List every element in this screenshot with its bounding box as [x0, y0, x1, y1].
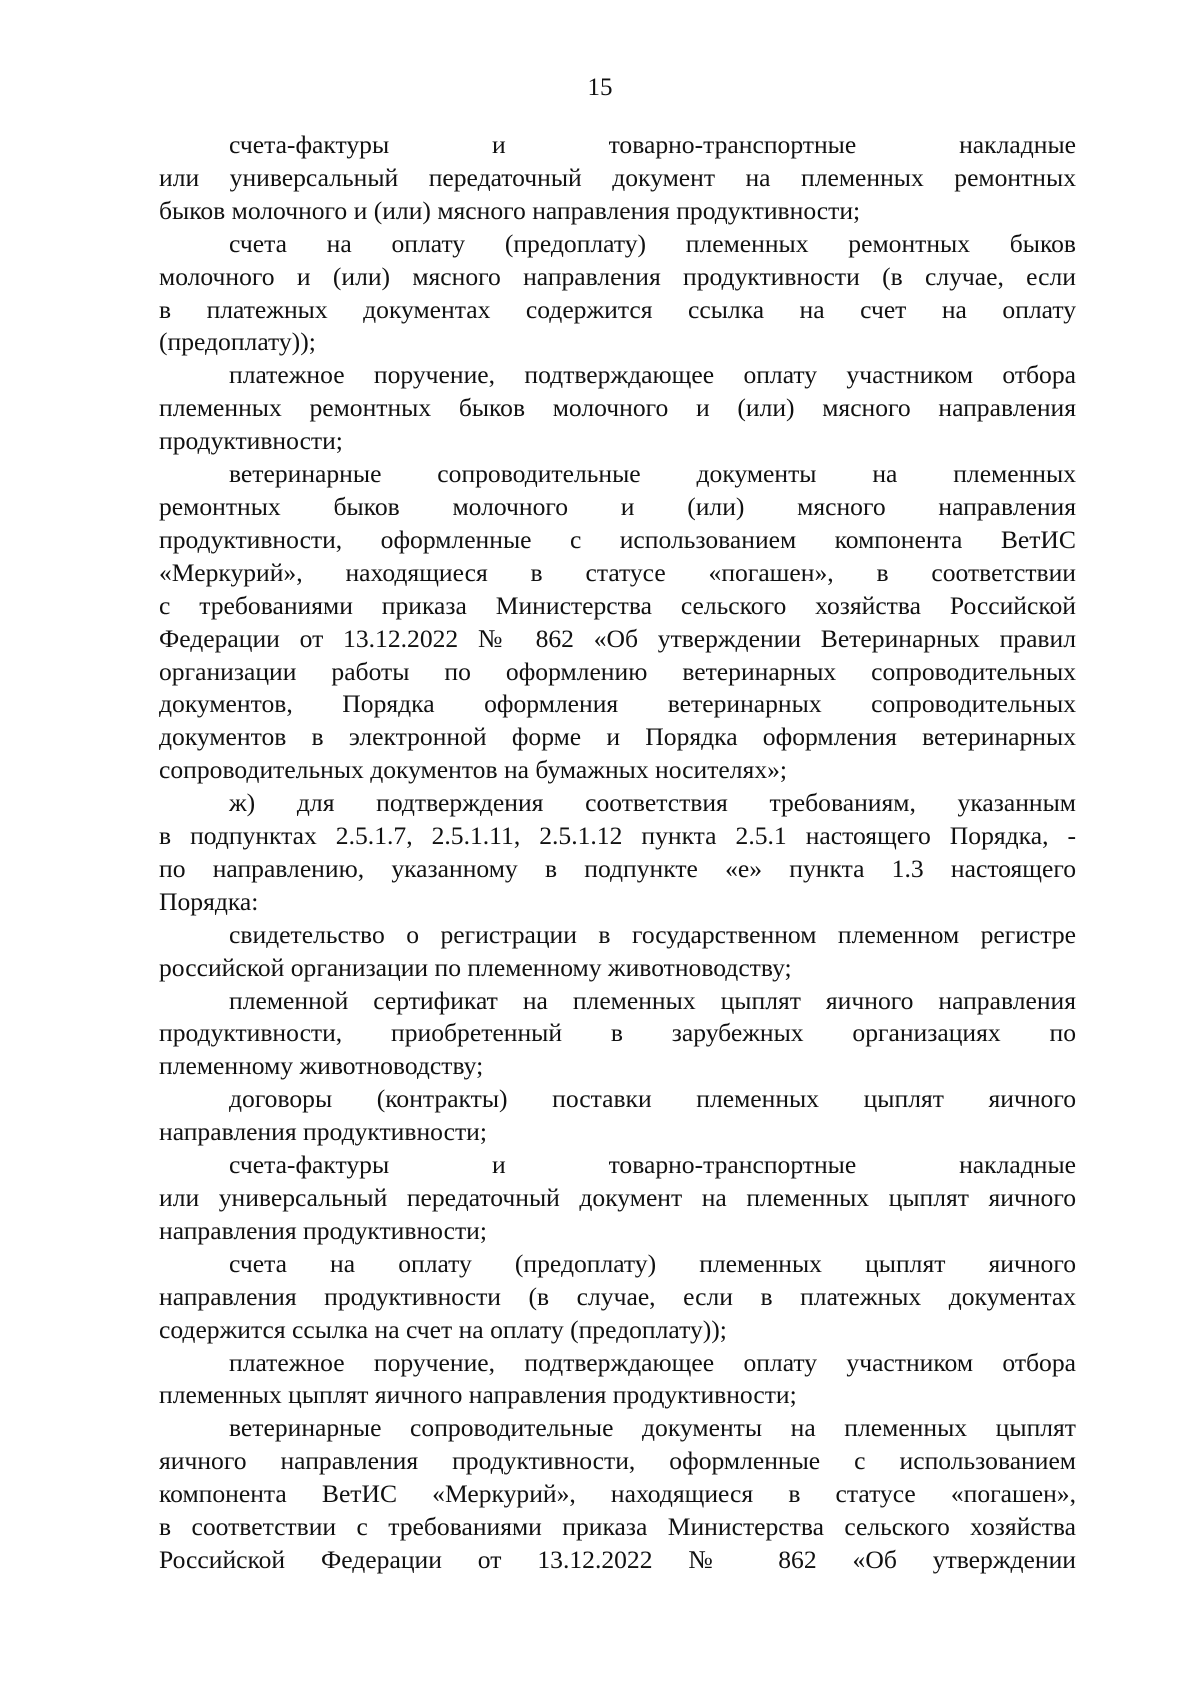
text-line: направления продуктивности;: [159, 1215, 487, 1245]
text-line: ветеринарные сопроводительные документы на племенных: [229, 459, 1076, 489]
text-line: по направлению, указанному в подпункте «е» пункта 1.3 настоящего: [159, 853, 1076, 883]
text-line: Российской Федерации от 13.12.2022 № 862 «Об утверждении: [159, 1544, 1076, 1574]
text-line: документов, Порядка оформления ветеринарных сопроводительных: [159, 689, 1076, 719]
text-line: или универсальный передаточный документ на племенных цыплят яичного: [159, 1183, 1076, 1212]
text-line: племенных цыплят яичного направления продуктивности;: [159, 1380, 797, 1410]
paragraph: [159, 919, 1076, 985]
paragraph: [159, 1149, 1076, 1248]
text-line: яичного направления продуктивности, оформленные с использованием: [159, 1446, 1076, 1476]
text-line: направления продуктивности (в случае, если в платежных документах: [159, 1281, 1076, 1311]
text-line: счета-фактуры и товарно-транспортные накладные: [229, 130, 1076, 159]
text-line: молочного и (или) мясного направления продуктивности (в случае, если: [159, 261, 1076, 291]
text-line: платежное поручение, подтверждающее оплату участником отбора: [229, 1347, 1076, 1377]
paragraph: [159, 985, 1076, 1084]
text-line: племенной сертификат на племенных цыплят яичного направления: [229, 985, 1076, 1015]
paragraph: [159, 129, 1076, 228]
text-line: продуктивности, оформленные с использованием компонента ВетИС: [159, 524, 1076, 554]
page-number: 15: [587, 74, 613, 101]
document-body: [159, 129, 1076, 1577]
text-line: племенному животноводству;: [159, 1051, 484, 1081]
text-line: счета на оплату (предоплату) племенных цыплят яичного: [229, 1248, 1076, 1278]
text-line: в подпунктах 2.5.1.7, 2.5.1.11, 2.5.1.12 пункта 2.5.1 настоящего Порядка, -: [159, 821, 1076, 851]
text-line: ветеринарные сопроводительные документы на племенных цыплят: [229, 1413, 1076, 1443]
text-line: российской организации по племенному животноводству;: [159, 952, 792, 982]
text-line: счета-фактуры и товарно-транспортные накладные: [229, 1150, 1076, 1180]
paragraph: [159, 458, 1076, 787]
text-line: содержится ссылка на счет на оплату (предоплату));: [159, 1314, 727, 1344]
paragraph: [159, 1083, 1076, 1149]
text-line: продуктивности, приобретенный в зарубежных организациях по: [159, 1018, 1076, 1048]
text-line: ж) для подтверждения соответствия требованиям, указанным: [229, 788, 1076, 818]
text-line: организации работы по оформлению ветеринарных сопроводительных: [159, 656, 1076, 686]
text-line: Порядка:: [159, 886, 259, 916]
paragraph: [159, 1412, 1076, 1577]
paragraph: [159, 1248, 1076, 1347]
text-line: племенных ремонтных быков молочного и (или) мясного направления: [159, 393, 1076, 423]
text-line: ремонтных быков молочного и (или) мясного направления: [159, 491, 1076, 521]
text-line: с требованиями приказа Министерства сельского хозяйства Российской: [159, 590, 1076, 620]
text-line: документов в электронной форме и Порядка оформления ветеринарных: [159, 722, 1076, 752]
paragraph: [159, 787, 1076, 919]
text-line: счета на оплату (предоплату) племенных ремонтных быков: [229, 228, 1076, 258]
paragraph: [159, 359, 1076, 458]
text-line: или универсальный передаточный документ на племенных ремонтных: [159, 162, 1076, 192]
text-line: в соответствии с требованиями приказа Министерства сельского хозяйства: [159, 1512, 1076, 1542]
text-line: направления продуктивности;: [159, 1117, 487, 1147]
text-line: в платежных документах содержится ссылка на счет на оплату: [159, 294, 1076, 324]
text-line: платежное поручение, подтверждающее оплату участником отбора: [229, 360, 1076, 390]
paragraph: [159, 1347, 1076, 1413]
text-line: «Меркурий», находящиеся в статусе «погашен», в соответствии: [159, 557, 1076, 587]
text-line: быков молочного и (или) мясного направления продуктивности;: [159, 195, 861, 225]
text-line: (предоплату));: [159, 327, 316, 357]
text-line: сопроводительных документов на бумажных носителях»;: [159, 755, 788, 785]
text-line: компонента ВетИС «Меркурий», находящиеся в статусе «погашен»,: [159, 1479, 1076, 1509]
text-line: свидетельство о регистрации в государственном племенном регистре: [229, 919, 1076, 949]
text-line: продуктивности;: [159, 426, 343, 456]
text-line: договоры (контракты) поставки племенных цыплят яичного: [229, 1084, 1076, 1114]
paragraph: [159, 228, 1076, 360]
text-line: Федерации от 13.12.2022 № 862 «Об утверждении Ветеринарных правил: [159, 623, 1076, 653]
